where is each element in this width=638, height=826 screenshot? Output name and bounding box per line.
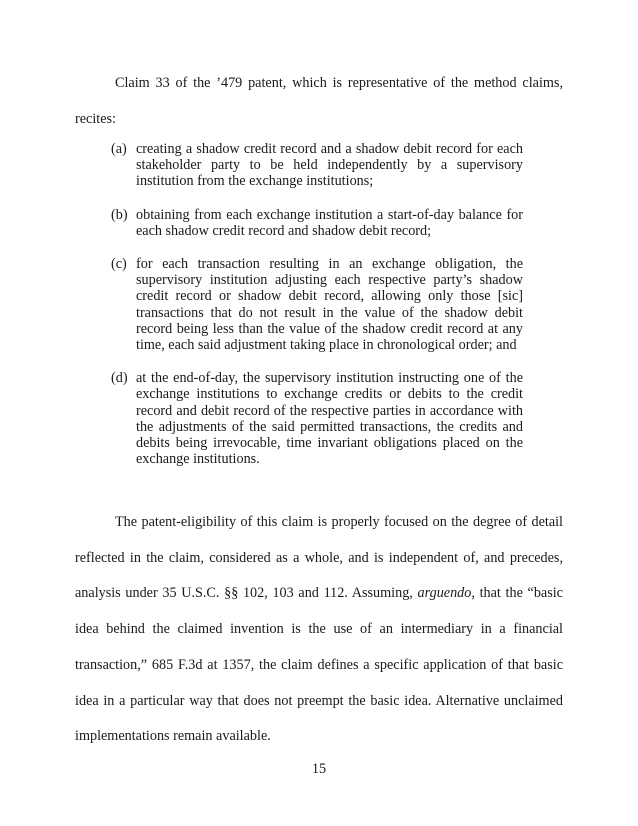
- claim-element-text: creating a shadow credit record and a shadow debit record for each stakeholder party to be held independently by a supervisory institution from the exchange institutions;: [136, 141, 523, 190]
- claim-element: [111, 370, 523, 467]
- claim-element-text: at the end-of-day, the supervisory institution instructing one of the exchange institutions to exchange credits or debits to the credit record and debit record of the respective parties in accordance with the adjustments of the said permitted transactions, the credits and debits being irrevocable, time invariant obligations placed on the exchange institutions.: [136, 370, 523, 468]
- claim-element-list: [111, 141, 523, 484]
- claim-element-text: for each transaction resulting in an exchange obligation, the supervisory institution adjusting each respective party’s shadow credit record or shadow debit record, allowing only those [sic] transactions that do not result in the value of the shadow debit record being less than the value of the shadow credit record at any time, each said adjustment taking place in chronological order; and: [136, 256, 523, 354]
- claim-element-marker: (c): [111, 256, 127, 273]
- analysis-text-before-italic: The patent-eligibility of this claim is properly focused on the degree of detail reflected in the claim, considered as a whole, and is independent of, and precedes, analysis under 35 U.S.C. §§ 102, 103 and 112. Assuming,: [75, 514, 563, 602]
- claim-element: [111, 207, 523, 239]
- claim-element-marker: (d): [111, 370, 128, 387]
- claim-element-text: obtaining from each exchange institution a start-of-day balance for each shadow credit record and shadow debit record;: [136, 206, 523, 239]
- intro-paragraph: [75, 66, 563, 137]
- claim-element: [111, 256, 523, 353]
- intro-text: Claim 33 of the ’479 patent, which is representative of the method claims, recites:: [75, 75, 563, 127]
- claim-element: [111, 141, 523, 190]
- claim-element-marker: (a): [111, 141, 127, 157]
- claim-element-marker: (b): [111, 206, 128, 223]
- page-number: 15: [311, 761, 327, 777]
- analysis-text-after-italic: , that the “basic idea behind the claimed invention is the use of an intermediary in a financial transaction,” 685 F.3d at 1357, the claim defines a specific application of that basic idea in a particular way that does not preempt the basic idea. Alternative unclaimed implementations remain available.: [75, 585, 563, 745]
- analysis-italic-term: arguendo: [417, 585, 472, 602]
- analysis-paragraph: [75, 505, 563, 755]
